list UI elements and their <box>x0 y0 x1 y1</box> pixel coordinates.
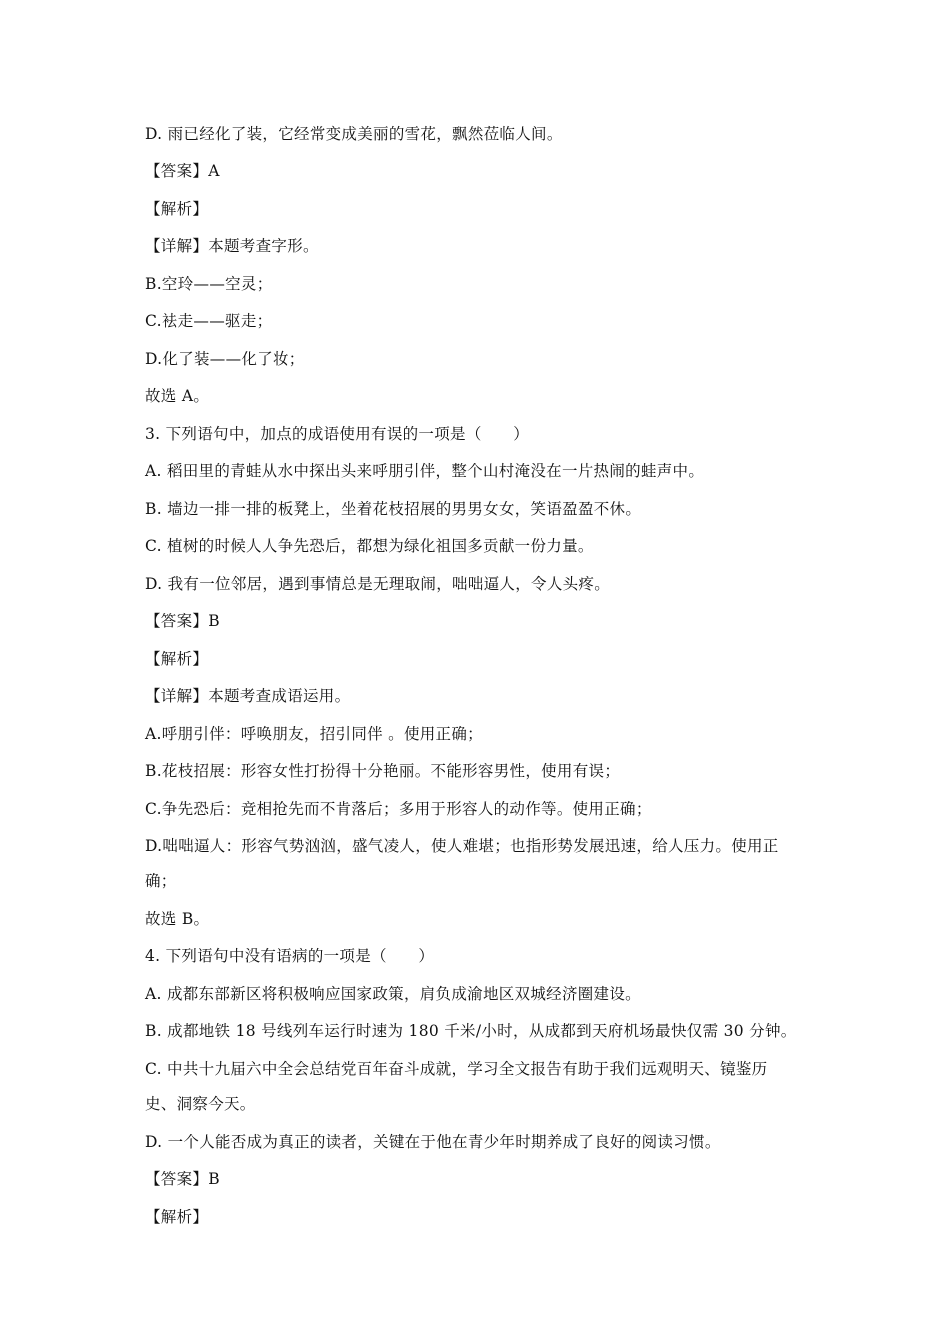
option-c-line-continued: 史、洞察今天。 <box>145 1095 256 1113</box>
explanation-line: D.化了装——化了妆； <box>145 350 305 368</box>
option-d-line: D. 一个人能否成为真正的读者，关键在于他在青少年时期养成了良好的阅读习惯。 <box>145 1133 721 1151</box>
detail-explanation: 【详解】本题考查成语运用。 <box>145 687 351 705</box>
explanation-line: B.空玲——空灵； <box>145 275 273 293</box>
option-b-line: B. 成都地铁 18 号线列车运行时速为 180 千米/小时，从成都到天府机场最快仅需 30 分钟。 <box>145 1022 797 1040</box>
detail-explanation: 【详解】本题考查字形。 <box>145 237 319 255</box>
analysis-label: 【解析】 <box>145 200 209 218</box>
option-a-line: A. 稻田里的青蛙从水中探出头来呼朋引伴，整个山村淹没在一片热闹的蛙声中。 <box>145 462 705 480</box>
conclusion-line: 故选 A。 <box>145 387 210 405</box>
conclusion-line: 故选 B。 <box>145 910 210 928</box>
explanation-line: C.争先恐后：竞相抢先而不肯落后；多用于形容人的动作等。使用正确； <box>145 800 652 818</box>
explanation-line: B.花枝招展：形容女性打扮得十分艳丽。不能形容男性，使用有误； <box>145 762 621 780</box>
analysis-label: 【解析】 <box>145 650 209 668</box>
analysis-label: 【解析】 <box>145 1208 209 1226</box>
option-b-line: B. 墙边一排一排的板凳上，坐着花枝招展的男男女女，笑语盈盈不休。 <box>145 500 642 518</box>
explanation-line-continued: 确； <box>145 872 177 890</box>
explanation-line: A.呼朋引伴：呼唤朋友，招引同伴 。使用正确； <box>145 725 483 743</box>
option-c-line: C. 植树的时候人人争先恐后，都想为绿化祖国多贡献一份力量。 <box>145 537 594 555</box>
option-a-line: A. 成都东部新区将积极响应国家政策，肩负成渝地区双城经济圈建设。 <box>145 985 641 1003</box>
option-c-line: C. 中共十九届六中全会总结党百年奋斗成就，学习全文报告有助于我们远观明天、镜鉴历 <box>145 1060 768 1078</box>
option-d-line: D. 雨已经化了装，它经常变成美丽的雪花，飘然莅临人间。 <box>145 125 563 143</box>
explanation-line: D.咄咄逼人：形容气势汹汹，盛气凌人，使人难堪；也指形势发展迅速，给人压力。使用正 <box>145 837 779 855</box>
option-d-line: D. 我有一位邻居，遇到事情总是无理取闹，咄咄逼人，令人头疼。 <box>145 575 611 593</box>
answer-label: 【答案】B <box>145 1170 220 1188</box>
question-3: 3. 下列语句中，加点的成语使用有误的一项是（ ） <box>145 425 530 443</box>
explanation-line: C.袪走——驱走； <box>145 312 273 330</box>
answer-label: 【答案】B <box>145 612 220 630</box>
answer-label: 【答案】A <box>145 162 220 180</box>
question-4: 4. 下列语句中没有语病的一项是（ ） <box>145 947 435 965</box>
